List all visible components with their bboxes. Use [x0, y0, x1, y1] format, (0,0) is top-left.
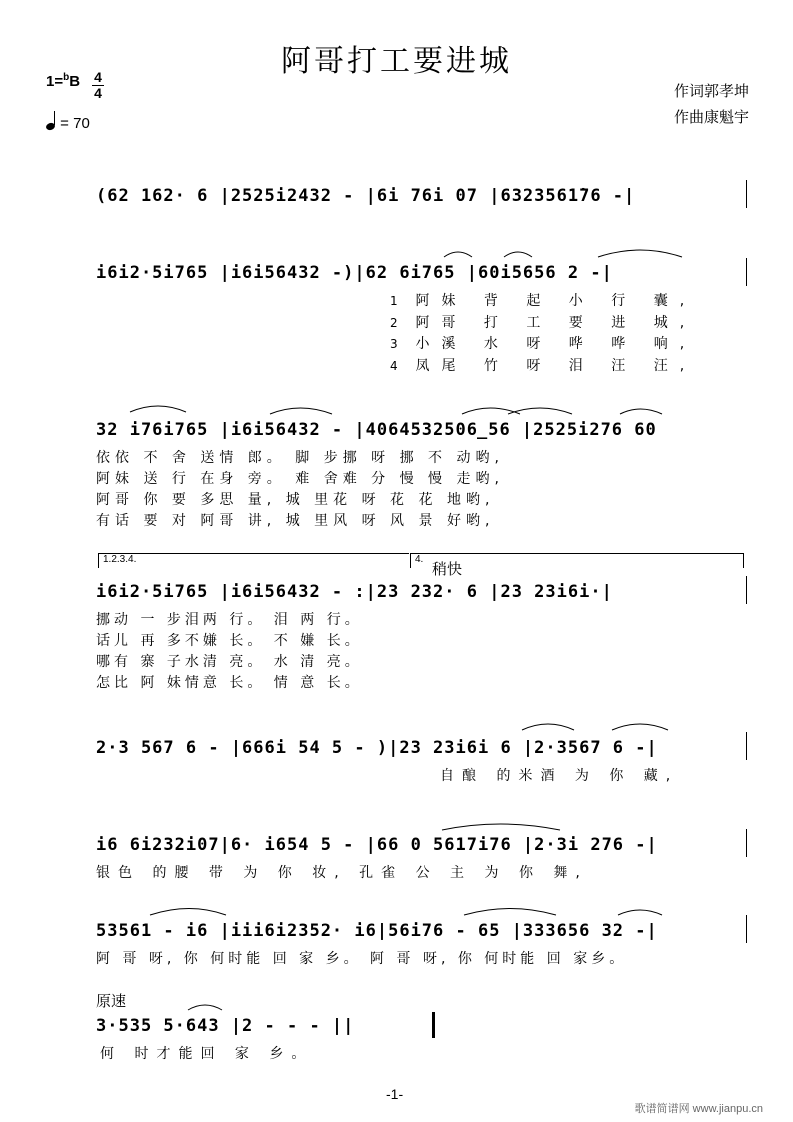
verse-line-1: 1 阿妹 背 起 小 行 囊,: [390, 293, 697, 309]
lyric-line: 依依 不 舍 送情 郎。 脚 步挪 呀 挪 不 动哟,: [96, 450, 504, 466]
key-note: B: [69, 73, 81, 90]
marker-slightly-faster: 稍快: [432, 560, 463, 578]
lyric-line: 自酿 的米酒 为 你 藏,: [440, 768, 679, 784]
notation-row-4: i6i2·5i765 |i6i56432 - :|23 232· 6 |23 23i6i·|: [96, 582, 613, 602]
notation-row-1: (62 162· 6 |2525i2432 - |6i 76i 07 |6323561̇76 -|: [96, 186, 636, 206]
time-top: 4: [94, 69, 102, 85]
lyricist-credit: 作词郭孝坤: [673, 82, 749, 100]
notation-row-7: 53561 - i6 |iii6i2352· i6|56i76 - 65 |333656 32 -|: [96, 921, 658, 941]
notation-row-6: i6 6i232i07|6· i654 5 - |66 0 5617i76 |2·3i 276 -|: [96, 835, 658, 855]
watermark: 歌谱简谱网 www.jianpu.cn: [634, 1103, 763, 1115]
lyric-line: 话儿 再 多不嫌 长。 不 嫌 长。: [96, 633, 363, 649]
volta-1: 1.2.3.4.: [98, 553, 409, 568]
page-number: -1-: [386, 1086, 404, 1102]
notation-row-3: 32 i76i765 |i6i56432 - |4064532506̲56 |2525i276 60: [96, 420, 657, 440]
lyric-line: 何 时才能回 家 乡。: [100, 1046, 314, 1062]
tempo-mark: = 70: [46, 114, 90, 132]
lyric-line: 怎比 阿 妹情意 长。 情 意 长。: [96, 675, 363, 691]
lyric-line: 有话 要 对 阿哥 讲, 城 里风 呀 风 景 好哟,: [96, 513, 495, 529]
time-bottom: 4: [94, 85, 102, 101]
notation-row-2: i6i2·5i765 |i6i56432 -)|62 6i765 |60i5656 2 -|: [96, 263, 613, 283]
notation-row-8: 3·535 5·643 |2 - - - ||: [96, 1016, 355, 1036]
lyric-line: 挪动 一 步泪两 行。 泪 两 行。: [96, 612, 363, 628]
marker-original-tempo: 原速: [96, 992, 127, 1010]
verse-line-2: 2 阿哥 打 工 要 进 城,: [390, 315, 697, 331]
lyric-line: 阿 哥 呀, 你 何时能 回 家 乡。 阿 哥 呀, 你 何时能 回 家乡。: [96, 951, 628, 967]
notation-row-5: 2·3 567 6 - |666i 54 5 - )|23 23i6i 6 |2·3567 6 -|: [96, 738, 658, 758]
key-flat: b: [63, 72, 70, 83]
verse-line-3: 3 小溪 水 呀 哗 哗 响,: [390, 336, 697, 352]
volta-2: 4.: [410, 553, 744, 568]
lyric-line: 哪有 寨 子水清 亮。 水 清 亮。: [96, 654, 363, 670]
verse-line-4: 4 凤尾 竹 呀 泪 汪 汪,: [390, 358, 697, 374]
key-prefix: 1=: [46, 73, 64, 90]
composer-credit: 作曲康魁宇: [673, 108, 749, 126]
song-title: 阿哥打工要进城: [281, 44, 512, 79]
lyric-line: 阿妹 送 行 在身 旁。 难 舍难 分 慢 慢 走哟,: [96, 471, 504, 487]
lyric-line: 阿哥 你 要 多思 量, 城 里花 呀 花 花 地哟,: [96, 492, 495, 508]
lyric-line: 银色 的腰 带 为 你 妆, 孔雀 公 主 为 你 舞,: [96, 865, 588, 881]
